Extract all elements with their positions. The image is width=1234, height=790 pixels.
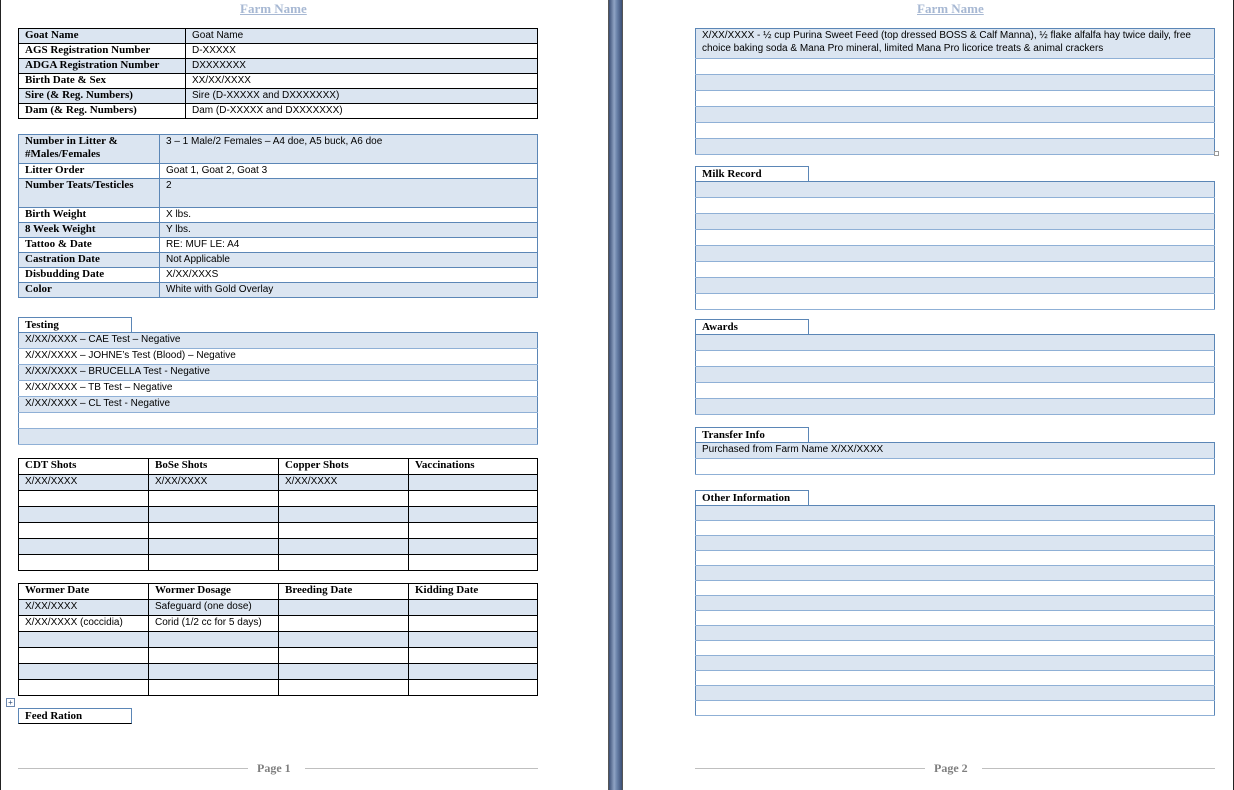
list-cell[interactable] <box>696 566 1215 581</box>
list-cell[interactable] <box>696 536 1215 551</box>
shots-table <box>18 458 538 571</box>
list-cell[interactable]: X/XX/XXXX – CL Test - Negative <box>19 397 538 413</box>
page-2-footer <box>695 761 1215 777</box>
field-value[interactable]: Dam (D-XXXXX and DXXXXXXX) <box>186 104 538 119</box>
birth-detail-row <box>19 135 538 164</box>
field-value[interactable]: 3 – 1 Male/2 Females – A4 doe, A5 buck, A6 doe <box>160 135 538 164</box>
other-information-table <box>695 505 1215 716</box>
field-label[interactable]: Litter Order <box>19 164 160 179</box>
list-row <box>19 365 538 381</box>
list-cell[interactable] <box>696 459 1215 475</box>
list-cell[interactable] <box>696 246 1215 262</box>
identity-row <box>19 29 538 44</box>
column-header[interactable]: CDT Shots <box>19 459 149 475</box>
table-cell[interactable] <box>279 555 409 571</box>
table-header-row <box>19 584 538 600</box>
list-cell[interactable] <box>696 278 1215 294</box>
document-page-2 <box>622 0 1234 790</box>
list-cell[interactable] <box>696 367 1215 383</box>
list-row <box>696 262 1215 278</box>
list-row <box>696 91 1215 107</box>
identity-row <box>19 74 538 89</box>
field-label[interactable]: Birth Weight <box>19 208 160 223</box>
table-cell[interactable]: X/XX/XXXX <box>149 475 279 491</box>
list-cell[interactable] <box>696 701 1215 716</box>
column-header[interactable]: BoSe Shots <box>149 459 279 475</box>
column-header[interactable]: Wormer Date <box>19 584 149 600</box>
list-row <box>696 641 1215 656</box>
table-cell[interactable]: X/XX/XXXX (coccidia) <box>19 616 149 632</box>
column-header[interactable]: Kidding Date <box>409 584 538 600</box>
list-row <box>696 459 1215 475</box>
table-cell[interactable] <box>279 616 409 632</box>
list-cell[interactable] <box>696 581 1215 596</box>
list-row <box>696 214 1215 230</box>
field-value[interactable]: X lbs. <box>160 208 538 223</box>
field-value[interactable]: Not Applicable <box>160 253 538 268</box>
list-row <box>19 333 538 349</box>
list-cell[interactable] <box>696 75 1215 91</box>
column-header[interactable]: Wormer Dosage <box>149 584 279 600</box>
list-row <box>19 413 538 429</box>
table-cell[interactable] <box>19 491 149 507</box>
field-label[interactable]: Tattoo & Date <box>19 238 160 253</box>
list-row <box>19 349 538 365</box>
table-row <box>19 648 538 664</box>
list-row <box>696 581 1215 596</box>
field-label[interactable]: AGS Registration Number <box>19 44 186 59</box>
page-gutter <box>609 0 622 790</box>
table-cell[interactable] <box>279 523 409 539</box>
awards-section-title: Awards <box>695 319 809 335</box>
table-cell[interactable] <box>409 539 538 555</box>
list-cell[interactable]: X/XX/XXXX – JOHNE’s Test (Blood) – Negative <box>19 349 538 365</box>
field-label[interactable]: ADGA Registration Number <box>19 59 186 74</box>
table-row <box>19 680 538 696</box>
table-cell[interactable] <box>409 523 538 539</box>
table-cell[interactable] <box>409 648 538 664</box>
field-value[interactable]: DXXXXXXX <box>186 59 538 74</box>
list-cell[interactable] <box>696 139 1215 155</box>
table-row <box>19 491 538 507</box>
table-row <box>19 616 538 632</box>
list-row <box>696 611 1215 626</box>
table-cell[interactable] <box>279 491 409 507</box>
page-number: Page 1 <box>257 761 291 775</box>
table-cell[interactable] <box>149 680 279 696</box>
list-row <box>696 123 1215 139</box>
list-cell[interactable] <box>696 335 1215 351</box>
field-value[interactable]: Y lbs. <box>160 223 538 238</box>
list-row <box>19 397 538 413</box>
table-cell[interactable] <box>279 632 409 648</box>
table-cell[interactable] <box>149 491 279 507</box>
feed-ration-section-title: Feed Ration <box>18 708 132 724</box>
table-cell[interactable]: Safeguard (one dose) <box>149 600 279 616</box>
table-row <box>19 523 538 539</box>
list-row <box>19 381 538 397</box>
list-row <box>696 596 1215 611</box>
transfer-info-section-title: Transfer Info <box>695 427 809 443</box>
list-cell[interactable] <box>696 182 1215 198</box>
field-value[interactable]: 2 <box>160 179 538 208</box>
table-cell[interactable] <box>279 600 409 616</box>
list-cell[interactable]: X/XX/XXXX – CAE Test – Negative <box>19 333 538 349</box>
list-row <box>696 75 1215 91</box>
table-cell[interactable] <box>409 616 538 632</box>
list-row <box>696 566 1215 581</box>
table-move-handle-icon[interactable]: + <box>6 698 15 707</box>
table-cell[interactable] <box>19 664 149 680</box>
list-cell[interactable] <box>696 59 1215 75</box>
table-cell[interactable] <box>409 664 538 680</box>
other-information-section-title: Other Information <box>695 490 809 506</box>
column-header[interactable]: Vaccinations <box>409 459 538 475</box>
list-row <box>696 294 1215 310</box>
identity-row <box>19 44 538 59</box>
field-value[interactable]: Sire (D-XXXXX and DXXXXXXX) <box>186 89 538 104</box>
table-cell[interactable] <box>19 648 149 664</box>
table-row <box>19 600 538 616</box>
table-cell[interactable] <box>19 507 149 523</box>
milk-record-table <box>695 181 1215 310</box>
table-row <box>19 507 538 523</box>
list-row <box>696 230 1215 246</box>
list-row <box>696 521 1215 536</box>
list-row <box>696 351 1215 367</box>
list-cell[interactable] <box>696 383 1215 399</box>
list-cell[interactable] <box>696 506 1215 521</box>
birth-detail-row <box>19 223 538 238</box>
list-row <box>696 701 1215 716</box>
list-row <box>696 686 1215 701</box>
list-row <box>696 139 1215 155</box>
field-value[interactable]: Goat Name <box>186 29 538 44</box>
list-cell[interactable] <box>696 351 1215 367</box>
field-label[interactable]: 8 Week Weight <box>19 223 160 238</box>
table-cell[interactable] <box>409 507 538 523</box>
page-header-farm-name[interactable]: Farm Name <box>917 1 984 16</box>
table-cell[interactable] <box>149 664 279 680</box>
table-cell[interactable] <box>409 600 538 616</box>
table-cell[interactable] <box>19 680 149 696</box>
list-row <box>696 278 1215 294</box>
testing-section-title: Testing <box>18 317 132 333</box>
field-value[interactable]: XX/XX/XXXX <box>186 74 538 89</box>
table-cell[interactable]: X/XX/XXXX <box>19 600 149 616</box>
milk-record-section-title: Milk Record <box>695 166 809 182</box>
birth-detail-row <box>19 179 538 208</box>
table-cell[interactable] <box>409 491 538 507</box>
field-label[interactable]: Sire (& Reg. Numbers) <box>19 89 186 104</box>
field-label[interactable]: Birth Date & Sex <box>19 74 186 89</box>
list-cell[interactable] <box>696 198 1215 214</box>
list-cell[interactable] <box>696 596 1215 611</box>
list-row <box>696 367 1215 383</box>
awards-table <box>695 334 1215 415</box>
table-cell[interactable]: X/XX/XXXX <box>279 475 409 491</box>
identity-row <box>19 104 538 119</box>
table-cell[interactable] <box>19 632 149 648</box>
list-cell[interactable] <box>696 123 1215 139</box>
list-row <box>696 551 1215 566</box>
list-cell[interactable] <box>19 413 538 429</box>
birth-detail-row <box>19 268 538 283</box>
table-cell[interactable] <box>279 648 409 664</box>
field-label[interactable]: Number Teats/Testicles <box>19 179 160 208</box>
list-row <box>696 443 1215 459</box>
field-label[interactable]: Goat Name <box>19 29 186 44</box>
list-row <box>696 182 1215 198</box>
list-cell[interactable] <box>696 230 1215 246</box>
table-cell[interactable]: X/XX/XXXX <box>19 475 149 491</box>
list-row <box>696 107 1215 123</box>
list-row <box>19 429 538 445</box>
list-row <box>696 246 1215 262</box>
table-cell[interactable] <box>409 632 538 648</box>
list-row <box>696 198 1215 214</box>
field-label[interactable]: Castration Date <box>19 253 160 268</box>
page-header-farm-name[interactable]: Farm Name <box>240 1 307 16</box>
list-cell[interactable] <box>696 656 1215 671</box>
table-header-row <box>19 459 538 475</box>
table-cell[interactable] <box>149 648 279 664</box>
list-cell[interactable] <box>696 262 1215 278</box>
table-cell[interactable] <box>149 507 279 523</box>
table-cell[interactable] <box>149 632 279 648</box>
list-cell[interactable] <box>19 429 538 445</box>
list-cell[interactable] <box>696 107 1215 123</box>
birth-detail-row <box>19 164 538 179</box>
feed-ration-entry[interactable]: X/XX/XXXX - ½ cup Purina Sweet Feed (top dressed BOSS & Calf Manna), ½ flake alfalfa hay twice daily, free choice baking soda & Mana Pro mineral, limited Mana Pro licorice treats & animal crackers <box>696 29 1215 59</box>
list-row <box>696 506 1215 521</box>
list-row <box>696 671 1215 686</box>
field-label[interactable]: Color <box>19 283 160 298</box>
field-value[interactable]: D-XXXXX <box>186 44 538 59</box>
table-row <box>19 539 538 555</box>
list-row <box>696 59 1215 75</box>
wormer-breeding-table <box>18 583 538 696</box>
table-cell[interactable] <box>149 555 279 571</box>
list-row <box>696 626 1215 641</box>
list-row <box>696 536 1215 551</box>
table-cell[interactable] <box>149 539 279 555</box>
list-row <box>696 29 1215 59</box>
table-cell[interactable]: Corid (1/2 cc for 5 days) <box>149 616 279 632</box>
table-cell[interactable] <box>19 555 149 571</box>
field-label[interactable]: Dam (& Reg. Numbers) <box>19 104 186 119</box>
list-row <box>696 656 1215 671</box>
table-cell[interactable] <box>409 680 538 696</box>
table-cell[interactable] <box>279 680 409 696</box>
table-cell[interactable] <box>409 475 538 491</box>
birth-detail-row <box>19 238 538 253</box>
field-value[interactable]: Goat 1, Goat 2, Goat 3 <box>160 164 538 179</box>
table-cell[interactable] <box>19 523 149 539</box>
table-cell[interactable] <box>19 539 149 555</box>
field-label[interactable]: Disbudding Date <box>19 268 160 283</box>
field-label[interactable]: Number in Litter & #Males/Females <box>19 135 160 164</box>
list-cell[interactable]: X/XX/XXXX – TB Test – Negative <box>19 381 538 397</box>
list-cell[interactable] <box>696 641 1215 656</box>
table-cell[interactable] <box>279 664 409 680</box>
list-cell[interactable]: X/XX/XXXX – BRUCELLA Test - Negative <box>19 365 538 381</box>
list-row <box>696 383 1215 399</box>
table-row <box>19 632 538 648</box>
identity-table <box>18 28 538 119</box>
list-row <box>696 399 1215 415</box>
table-row <box>19 555 538 571</box>
table-cell[interactable] <box>149 523 279 539</box>
birth-detail-row <box>19 208 538 223</box>
list-cell[interactable] <box>696 521 1215 536</box>
table-cell[interactable] <box>279 539 409 555</box>
column-header[interactable]: Copper Shots <box>279 459 409 475</box>
list-cell[interactable] <box>696 91 1215 107</box>
feed-ration-table <box>695 28 1215 155</box>
birth-details-table <box>18 134 538 298</box>
list-cell[interactable]: Purchased from Farm Name X/XX/XXXX <box>696 443 1215 459</box>
table-cell[interactable] <box>279 507 409 523</box>
birth-detail-row <box>19 253 538 268</box>
list-row <box>696 335 1215 351</box>
field-value[interactable]: X/XX/XXXS <box>160 268 538 283</box>
transfer-info-table <box>695 442 1215 475</box>
table-resize-handle-icon[interactable] <box>1214 151 1219 156</box>
list-cell[interactable] <box>696 626 1215 641</box>
page-number: Page 2 <box>934 761 968 775</box>
table-row <box>19 664 538 680</box>
testing-table <box>18 332 538 445</box>
document-page-1 <box>0 0 609 790</box>
column-header[interactable]: Breeding Date <box>279 584 409 600</box>
identity-row <box>19 59 538 74</box>
field-value[interactable]: RE: MUF LE: A4 <box>160 238 538 253</box>
list-cell[interactable] <box>696 611 1215 626</box>
identity-row <box>19 89 538 104</box>
list-cell[interactable] <box>696 294 1215 310</box>
field-value[interactable]: White with Gold Overlay <box>160 283 538 298</box>
list-cell[interactable] <box>696 399 1215 415</box>
table-row <box>19 475 538 491</box>
birth-detail-row <box>19 283 538 298</box>
page-1-footer <box>18 761 538 777</box>
list-cell[interactable] <box>696 671 1215 686</box>
table-cell[interactable] <box>409 555 538 571</box>
list-cell[interactable] <box>696 686 1215 701</box>
list-cell[interactable] <box>696 214 1215 230</box>
list-cell[interactable] <box>696 551 1215 566</box>
